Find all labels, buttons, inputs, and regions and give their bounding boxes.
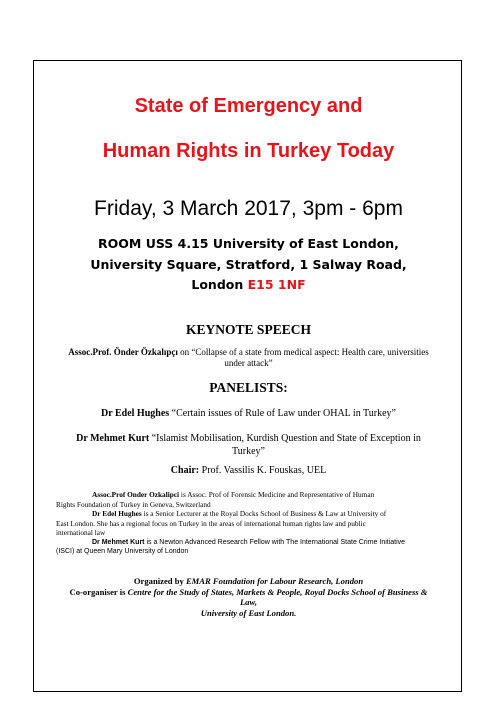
- bio-text: (ISCI) at Queen Mary University of London: [56, 548, 189, 555]
- keynote-talk-line-1: “Collapse of a state from medical aspect: Health care, universities: [191, 347, 429, 357]
- organized-value: EMAR Foundation for Labour Research, London: [185, 576, 364, 586]
- panelist-talk: “Islamist Mobilisation, Kurdish Question and State of Exception in: [151, 433, 421, 444]
- coorganiser-value-line-1: Centre for the Study of States, Markets & People, Royal Docks School of Business & Law,: [127, 586, 428, 607]
- bio-text: is a Newton Advanced Research Fellow with The International State Crime Initiative: [146, 538, 406, 546]
- venue-postcode: E15 1NF: [247, 277, 306, 292]
- panelist-name: Dr Edel Hughes: [101, 408, 170, 419]
- coorganiser-value-line-2: University of East London.: [200, 607, 297, 618]
- panelist-item: [60, 432, 437, 458]
- bio-kurt: [56, 538, 441, 557]
- chair-label: Chair:: [170, 465, 200, 476]
- organizers: [60, 576, 437, 618]
- keynote-talk-line-2: under attack”: [224, 358, 273, 368]
- chair-name: Prof. Vassilis K. Fouskas, UEL: [201, 465, 327, 476]
- bio-text: is a Senior Lecturer at the Royal Docks School of Business & Law at University of: [143, 509, 387, 518]
- keynote-connector: on: [180, 347, 190, 357]
- bio-ozkalipci: [56, 490, 441, 509]
- venue-city: London: [191, 277, 244, 292]
- venue-address: [0, 234, 497, 296]
- event-title-line-2: Human Rights in Turkey Today: [102, 140, 395, 162]
- keynote-details: [60, 347, 437, 369]
- bio-text: East London. She has a regional focus on Turkey in the areas of international human rights law and public: [56, 518, 366, 528]
- bio-text: Rights Foundation of Turkey in Geneva, Switzerland: [56, 499, 211, 509]
- panelist-item: [60, 407, 437, 420]
- coorganiser-label: Co-organiser is: [69, 586, 126, 597]
- venue-line-1: ROOM USS 4.15 University of East London,: [98, 236, 399, 251]
- event-date-time: Friday, 3 March 2017, 3pm - 6pm: [94, 197, 403, 220]
- panelist-name: Dr Mehmet Kurt: [76, 433, 150, 444]
- panelist-talk: “Certain issues of Rule of Law under OHAL in Turkey”: [171, 408, 396, 419]
- bio-name: Dr Mehmet Kurt: [92, 538, 145, 546]
- organized-label: Organized by: [133, 576, 184, 586]
- bio-text: is Assoc. Prof of Forensic Medicine and Representative of Human: [180, 490, 375, 499]
- venue-line-3: [0, 275, 497, 296]
- event-title-line-1: State of Emergency and: [134, 95, 363, 117]
- venue-line-2: University Square, Stratford, 1 Salway Road,: [90, 256, 407, 272]
- bio-name: Assoc.Prof Onder Ozkalipci: [92, 490, 180, 499]
- chair-line: [60, 464, 437, 477]
- keynote-speaker: Assoc.Prof. Önder Özkalıpçı: [68, 347, 178, 357]
- keynote-heading: KEYNOTE SPEECH: [186, 322, 311, 337]
- panelist-talk-line-2: Turkey”: [232, 446, 265, 457]
- bio-text: international law: [56, 528, 106, 537]
- bio-hughes: [56, 509, 441, 538]
- panelists-heading: PANELISTS:: [209, 380, 288, 395]
- bio-name: Dr Edel Hughes: [92, 509, 142, 518]
